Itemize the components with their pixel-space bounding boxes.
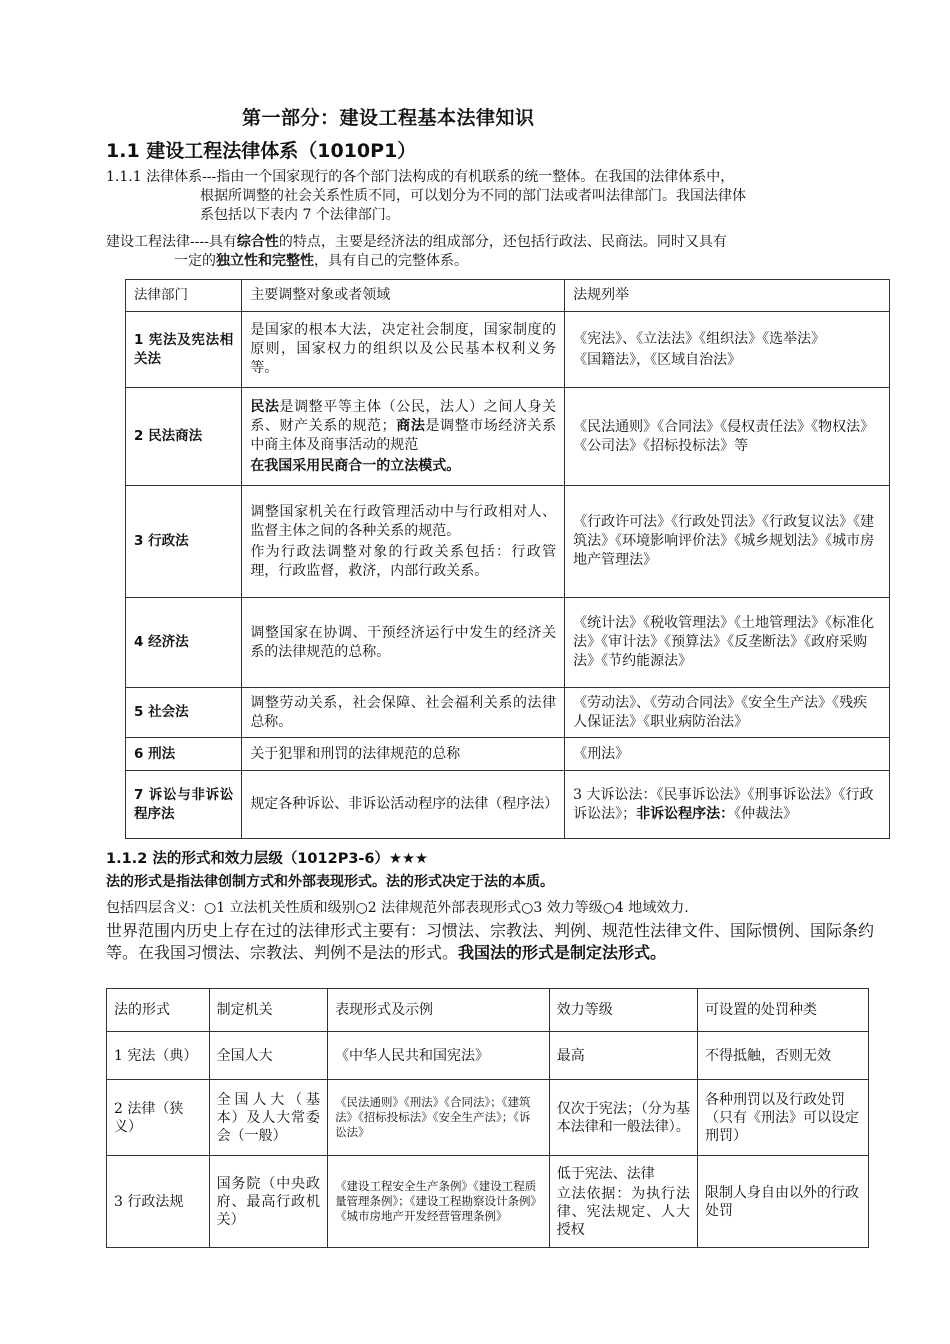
laws-cell — [565, 771, 890, 839]
examples-cell: 《民法通则》《刑法》《合同法》；《建筑法》《招标投标法》《安全生产法》；《诉讼法》 — [328, 1080, 550, 1156]
bold-text: 民法 — [250, 398, 280, 415]
table-row — [126, 688, 890, 738]
scope-cell: 规定各种诉讼、非诉讼活动程序的法律（程序法） — [242, 771, 565, 839]
table-header: 法的形式 — [107, 989, 210, 1032]
bold-text: 法的形式 — [106, 874, 162, 890]
level-cell: 最高 — [549, 1032, 697, 1080]
laws-cell: 《劳动法》、《劳动合同法》《安全生产法》《残疾人保证法》《职业病防治法》 — [565, 688, 890, 738]
scope-cell: 是国家的根本大法，决定社会制度，国家制度的原则，国家权力的组织以及公民基本权利义务等。 — [242, 312, 565, 388]
paragraph-four-meanings: 包括四层含义：○1 立法机关性质和级别○2 法律规范外部表现形式○3 效力等级○4 地域效力. — [106, 900, 689, 916]
bold-text: 商法 — [395, 417, 426, 434]
bold-text: 非诉讼程序法： — [636, 805, 735, 822]
paragraph-line: 根据所调整的社会关系性质不同，可以划分为不同的部门法或者叫法律部门。我国法律体 — [200, 188, 746, 204]
section-heading-1-1: 1.1 建设工程法律体系（1010P1） — [106, 140, 417, 162]
scope-cell: 调整国家在协调、干预经济运行中发生的经济关系的法律规范的总称。 — [242, 598, 565, 688]
dept-cell: 3 行政法 — [126, 486, 242, 598]
dept-cell: 4 经济法 — [126, 598, 242, 688]
scope-cell: 调整劳动关系，社会保障、社会福利关系的法律总称。 — [242, 688, 565, 738]
dept-cell: 5 社会法 — [126, 688, 242, 738]
laws-cell — [565, 312, 890, 388]
text: 是调整市场经济关系中商主体及商事活动的规范 — [250, 417, 557, 453]
table-header: 表现形式及示例 — [328, 989, 550, 1032]
section-heading-1-1-2: 1.1.2 法的形式和效力层级（1012P3-6）★★★ — [106, 851, 429, 867]
penalty-cell: 各种刑罚以及行政处罚（只有《刑法》可以设定刑罚） — [697, 1080, 868, 1156]
text: 一定的 — [174, 253, 216, 269]
paragraph-legal-system — [106, 168, 866, 225]
table-row — [107, 1080, 869, 1156]
penalty-cell: 限制人身自由以外的行政处罚 — [697, 1156, 868, 1248]
scope-text: 调整国家机关在行政管理活动中与行政相对人、监督主体之间的各种关系的规范。 — [250, 503, 557, 539]
text: 的特点，主要是经济法的组成部分，还包括行政法、民商法。同时又具有 — [278, 234, 727, 250]
level-cell — [549, 1156, 697, 1248]
table-header: 主要调整对象或者领域 — [242, 280, 565, 312]
organ-cell: 国务院（中央政府、最高行政机关） — [209, 1156, 327, 1248]
table-header: 可设置的处罚种类 — [697, 989, 868, 1032]
text: ，具有自己的完整体系。 — [314, 253, 468, 269]
laws-cell: 《民法通则》《合同法》《侵权责任法》《物权法》《公司法》《招标投标法》等 — [565, 388, 890, 486]
table-row — [126, 738, 890, 771]
organ-cell: 全国人大（基本）及人大常委会（一般） — [209, 1080, 327, 1156]
legal-departments-table — [125, 279, 890, 839]
scope-cell: 关于犯罪和刑罚的法律规范的总称 — [242, 738, 565, 771]
paragraph-world-forms — [106, 920, 896, 964]
laws-cell: 《行政许可法》《行政处罚法》《行政复议法》《建筑法》《环境影响评价法》《城乡规划法》《城市房地产管理法》 — [565, 486, 890, 598]
level-text: 立法依据：为执行法律、宪法规定、人大授权 — [556, 1185, 690, 1238]
bold-text: 在我国采用民商合一的立法模式。 — [250, 457, 461, 474]
scope-cell — [242, 388, 565, 486]
table-header: 制定机关 — [209, 989, 327, 1032]
text: 建设工程法律----具有 — [106, 234, 237, 250]
table-row — [126, 771, 890, 839]
text: 是调整平等主体（公民，法人）之间人身关系、财产关系的规范； — [250, 398, 557, 434]
form-cell: 3 行政法规 — [107, 1156, 210, 1248]
text: 世界范围内历史上存在过的法律形式主要有：习惯法、宗教法、判例、规范性法律文件、国际惯例、国际条约等。在我国习惯法、宗教法、判例不是法的形式。 — [106, 921, 875, 962]
penalty-cell: 不得抵触，否则无效 — [697, 1032, 868, 1080]
dept-cell: 1 宪法及宪法相关法 — [126, 312, 242, 388]
laws-cell: 《统计法》《税收管理法》《土地管理法》《标准化法》《审计法》《预算法》《反垄断法》《政府采购法》《节约能源法》 — [565, 598, 890, 688]
table-row — [126, 312, 890, 388]
table-row — [126, 598, 890, 688]
level-text: 低于宪法、法律 — [556, 1165, 655, 1182]
bold-text: 独立性和完整性 — [216, 253, 314, 269]
table-row — [107, 1032, 869, 1080]
dept-cell: 2 民法商法 — [126, 388, 242, 486]
paragraph-line: 1.1.1 法律体系---指由一个国家现行的各个部门法构成的有机联系的统一整体。在我国的法律体系中， — [106, 169, 735, 185]
paragraph-line: 系包括以下表内 7 个法律部门。 — [200, 207, 400, 223]
bold-text: 我国法的形式是制定法形式。 — [458, 943, 667, 962]
table-row — [107, 1156, 869, 1248]
examples-cell: 《中华人民共和国宪法》 — [328, 1032, 550, 1080]
paragraph-construction-law — [106, 233, 886, 271]
laws-text: 《国籍法》，《区域自治法》 — [573, 351, 742, 368]
level-cell: 仅次于宪法；（分为基本法律和一般法律）。 — [549, 1080, 697, 1156]
table-row — [126, 388, 890, 486]
table-header-row — [126, 280, 890, 312]
dept-cell: 6 刑法 — [126, 738, 242, 771]
text: 是指法律创制方式和外部表现形式。 — [162, 874, 386, 890]
document-title: 第一部分：建设工程基本法律知识 — [242, 107, 535, 129]
organ-cell: 全国人大 — [209, 1032, 327, 1080]
laws-cell: 《刑法》 — [565, 738, 890, 771]
examples-cell: 《建设工程安全生产条例》《建设工程质量管理条例》；《建设工程勘察设计条例》《城市房地产开发经营管理条例》 — [328, 1156, 550, 1248]
dept-cell: 7 诉讼与非诉讼程序法 — [126, 771, 242, 839]
table-header: 法规列举 — [565, 280, 890, 312]
bold-text: 综合性 — [236, 234, 279, 250]
table-header-row — [107, 989, 869, 1032]
table-row — [126, 486, 890, 598]
scope-cell — [242, 486, 565, 598]
laws-text: 3 大诉讼法：《民事诉讼法》《刑事诉讼法》《行政诉讼法》； — [573, 786, 874, 822]
scope-text: 作为行政法调整对象的行政关系包括：行政管理，行政监督，救济，内部行政关系。 — [250, 543, 557, 579]
laws-text: 《宪法》、《立法法》《组织法》《选举法》 — [573, 330, 826, 347]
paragraph-law-form — [106, 873, 554, 892]
table-header: 效力等级 — [549, 989, 697, 1032]
form-cell: 1 宪法（典） — [107, 1032, 210, 1080]
laws-text: 《仲裁法》 — [734, 805, 798, 822]
form-cell: 2 法律（狭义） — [107, 1080, 210, 1156]
bold-text: 法的形式决定于法的本质。 — [386, 874, 554, 890]
law-forms-table — [106, 988, 869, 1248]
table-header: 法律部门 — [126, 280, 242, 312]
